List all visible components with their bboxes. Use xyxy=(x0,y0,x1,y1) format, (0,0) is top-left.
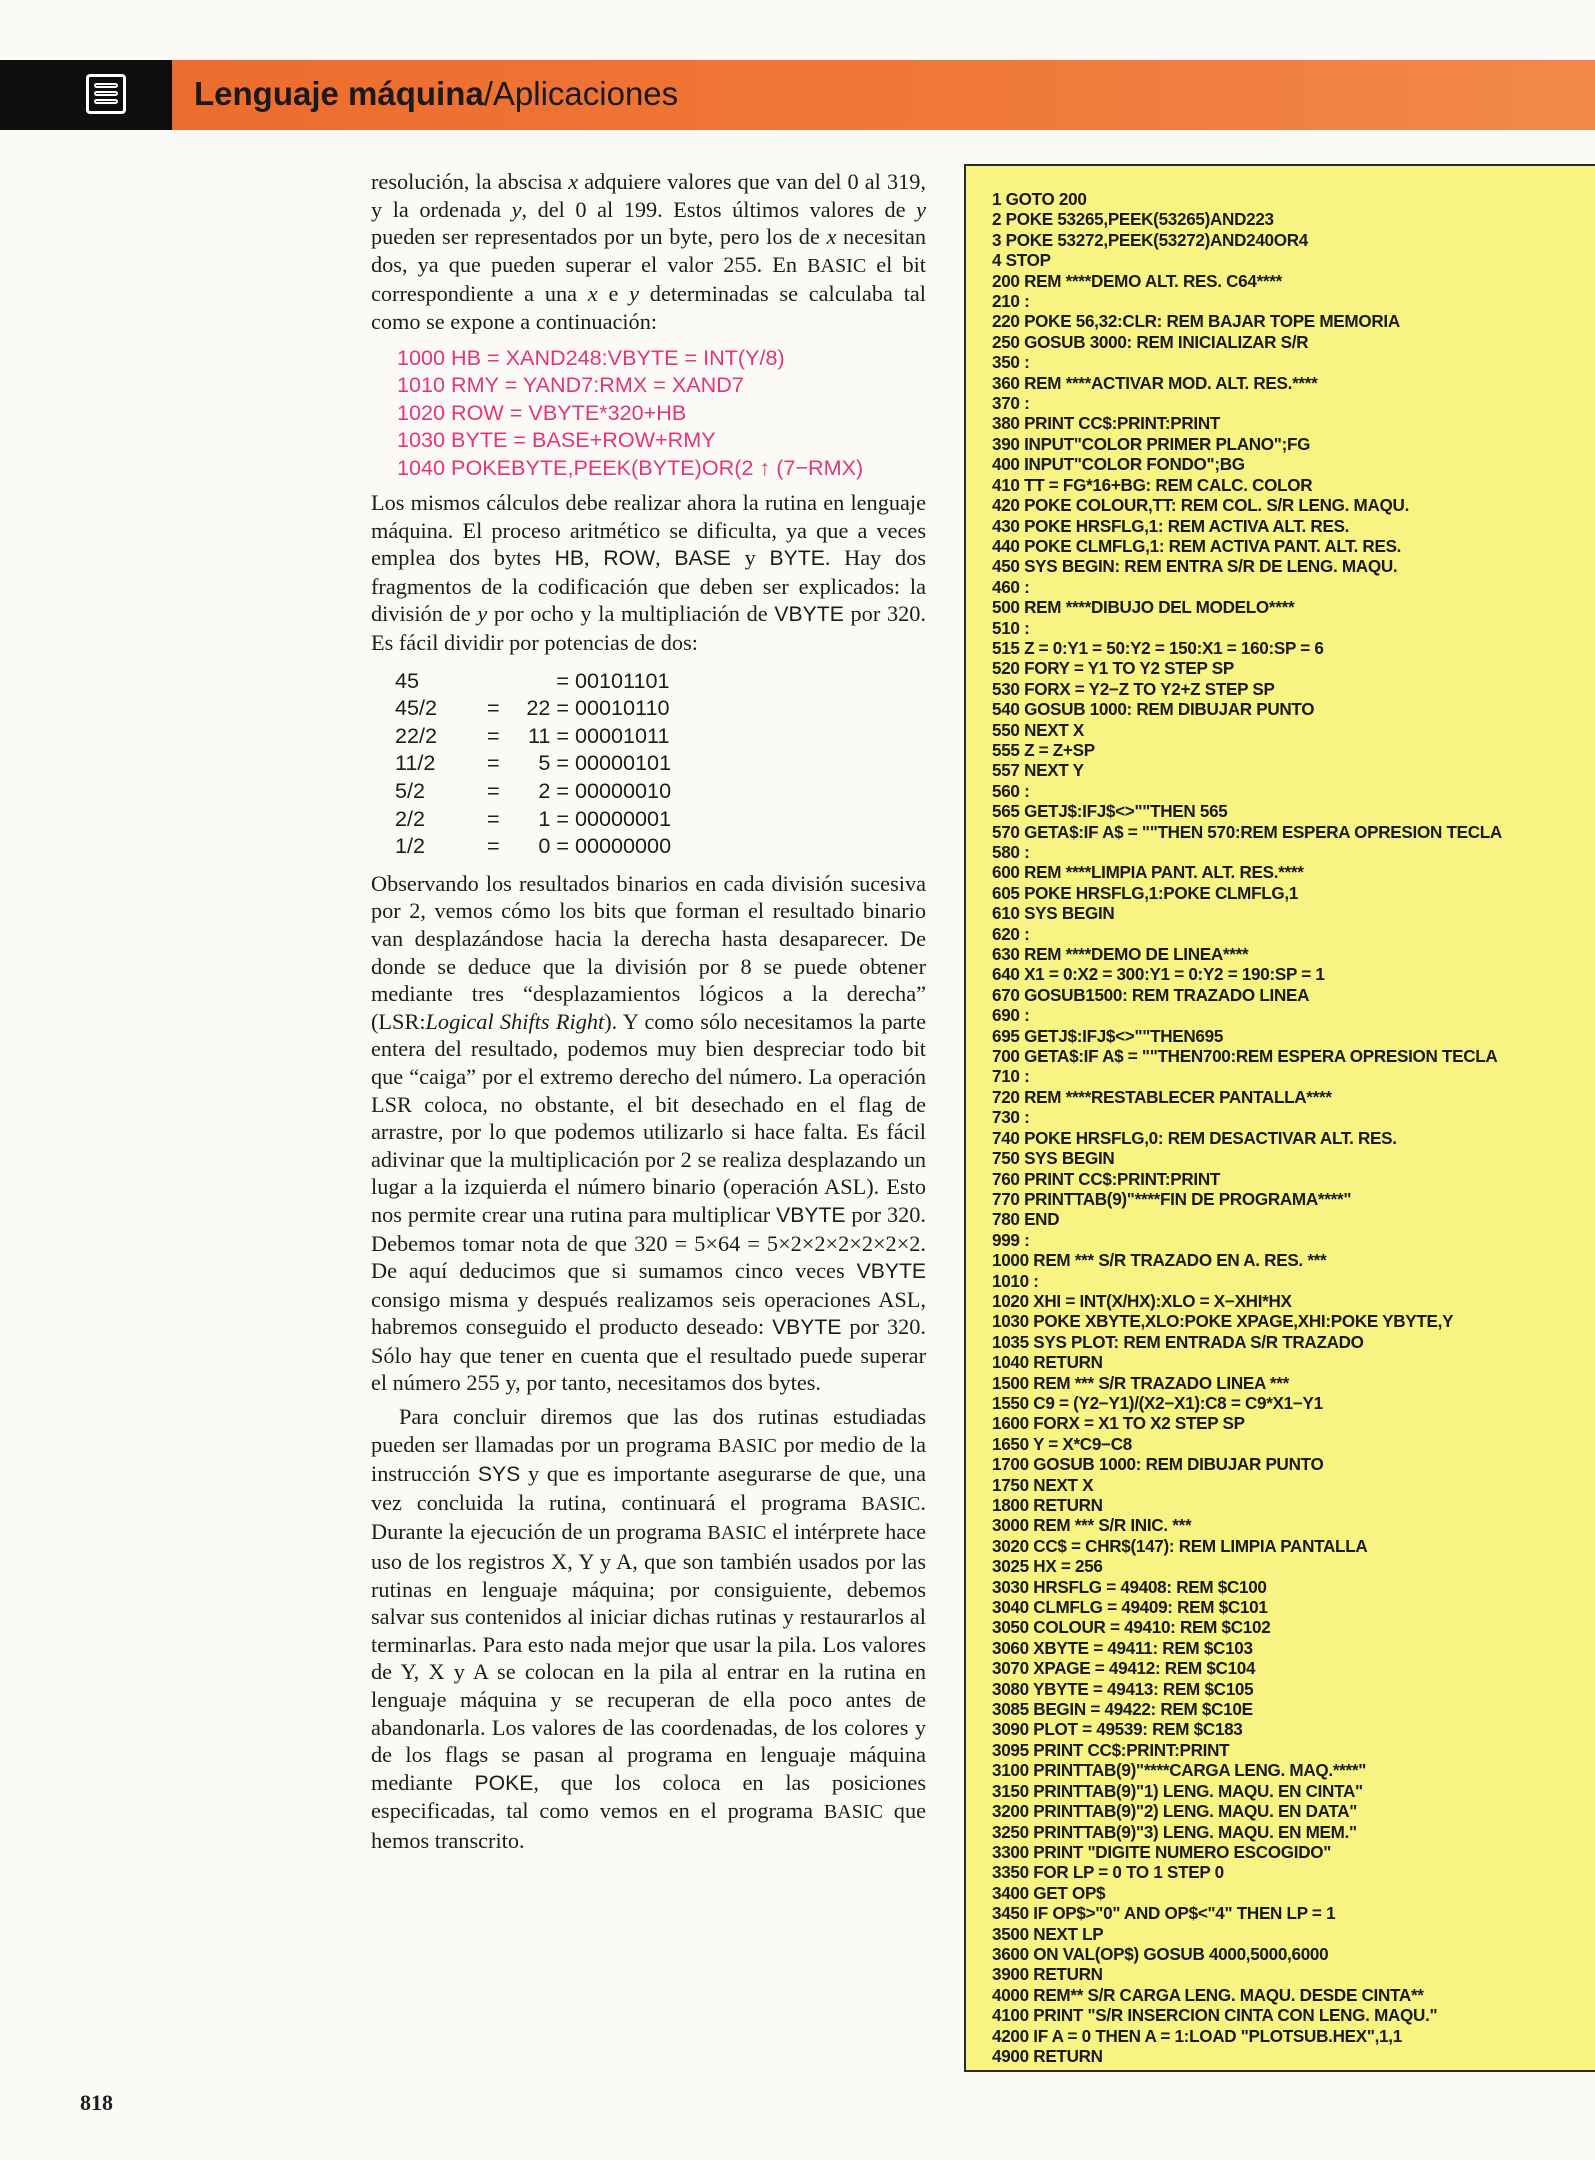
listing-line: 3050 COLOUR = 49410: REM $C102 xyxy=(992,1618,1271,1638)
listing-line: 720 REM ****RESTABLECER PANTALLA**** xyxy=(992,1087,1332,1107)
listing-line: 3400 GET OP$ xyxy=(992,1883,1106,1903)
binary-cell: = xyxy=(487,805,500,831)
binary-row xyxy=(395,805,671,833)
listing-line: 3200 PRINTTAB(9)"2) LENG. MAQU. EN DATA" xyxy=(992,1802,1358,1822)
paragraph-3: Observando los resultados binarios en cada división sucesiva por 2, vemos cómo los bits que forman el resultado binario van desplazándose hacia la derecha hasta desaparecer. De donde se deduce que la división por 8 se puede obtener mediante tres “desplazamientos lógicos a la derecha” (LSR:Logical Shifts Right). Y como sólo necesitamos la parte entera del resultado, podemos muy bien despreciar todo bit que “caiga” por el extremo derecho del número. La operación LSR coloca, no obstante, el bit desechado en el flag de arrastre, por lo que podemos utilizarlo si hace falta. Es fácil adivinar que la multiplicación por 2 se realiza desplazando un lugar a la izquierda el número binario (operación ASL). Esto nos permite crear una rutina para multiplicar VBYTE por 320. Debemos tomar nota de que 320 = 5×64 = 5×2×2×2×2×2×2. De aquí deducimos que si sumamos cinco veces VBYTE consigo misma y después realizamos seis operaciones ASL, habremos conseguido el producto deseado: VBYTE por 320. Sólo hay que tener en cuenta que el resultado puede superar el número 255 y, por tanto, necesitamos dos bytes. xyxy=(371,870,927,1396)
listing-line: 4900 RETURN xyxy=(992,2046,1103,2066)
listing-line: 4100 PRINT "S/R INSERCION CINTA CON LENG. MAQU." xyxy=(992,2006,1438,2026)
listing-line: 580 : xyxy=(992,843,1030,862)
listing-line: 570 GETA$:IF A$ = ""THEN 570:REM ESPERA OPRESION TECLA xyxy=(992,822,1502,842)
binary-cell: 00000101 xyxy=(575,750,672,776)
listing-line: 220 POKE 56,32:CLR: REM BAJAR TOPE MEMORIA xyxy=(992,312,1400,332)
listing-line: 440 POKE CLMFLG,1: REM ACTIVA PANT. ALT. RES. xyxy=(992,536,1402,556)
binary-cell: 22 = xyxy=(526,695,569,721)
binary-cell: 11/2 xyxy=(395,750,436,776)
listing-line: 3600 ON VAL(OP$) GOSUB 4000,5000,6000 xyxy=(992,1944,1329,1964)
binary-cell: 00001011 xyxy=(575,722,670,748)
code-line: 1020 ROW = VBYTE*320+HB xyxy=(397,399,687,425)
binary-row xyxy=(395,777,671,805)
listing-line: 1000 REM *** S/R TRAZADO EN A. RES. *** xyxy=(992,1251,1327,1271)
binary-cell: 11 = xyxy=(527,722,569,748)
listing-line: 3450 IF OP$>"0" AND OP$<"4" THEN LP = 1 xyxy=(992,1904,1336,1924)
binary-cell: 00000000 xyxy=(575,833,672,859)
binary-row xyxy=(395,749,671,777)
listing-line: 1500 REM *** S/R TRAZADO LINEA *** xyxy=(992,1373,1289,1393)
article-text-column xyxy=(371,168,926,1855)
paragraph-4: Para concluir diremos que las dos rutinas estudiadas pueden ser llamadas por un programa BASIC por medio de la instrucción SYS y que es importante asegurarse de que, una vez concluida la rutina, continuará el programa BASIC. Durante la ejecución de un programa BASIC el intérprete hace uso de los registros X, Y y A, que son también usados por las rutinas en lenguaje máquina; por consiguiente, debemos salvar sus contenidos al iniciar dichas rutinas y restaurarlos al terminarlas. Para esto nada mejor que usar la pila. Los valores de Y, X y A se colocan en la pila al entrar en la rutina en lenguaje máquina y se recuperan de ella poco antes de abandonarla. Los valores de las coordenadas, de los colores y de los flags se pasan al programa en lenguaje máquina mediante POKE, que los coloca en las posiciones especificadas, tal como vemos en el programa BASIC que hemos transcrito. xyxy=(371,1404,927,1853)
listing-line: 1 GOTO 200 xyxy=(992,190,1087,209)
listing-line: 557 NEXT Y xyxy=(992,761,1084,781)
listing-line: 3095 PRINT CC$:PRINT:PRINT xyxy=(992,1740,1230,1760)
listing-line: 200 REM ****DEMO ALT. RES. C64**** xyxy=(992,271,1282,291)
page-number: 818 xyxy=(80,2090,113,2115)
binary-cell: 00000001 xyxy=(575,805,672,831)
binary-row xyxy=(395,667,671,695)
listing-line: 760 PRINT CC$:PRINT:PRINT xyxy=(992,1169,1221,1189)
binary-row xyxy=(395,694,671,722)
listing-line: 605 POKE HRSFLG,1:POKE CLMFLG,1 xyxy=(992,883,1299,903)
listing-line: 410 TT = FG*16+BG: REM CALC. COLOR xyxy=(992,475,1313,495)
listing-line: 1010 : xyxy=(992,1271,1039,1291)
binary-cell: = xyxy=(487,695,500,721)
listing-line: 3030 HRSFLG = 49408: REM $C100 xyxy=(992,1577,1267,1597)
listing-line: 2 POKE 53265,PEEK(53265)AND223 xyxy=(992,210,1274,230)
listing-line: 3080 YBYTE = 49413: REM $C105 xyxy=(992,1679,1254,1699)
binary-cell: = xyxy=(487,750,500,776)
listing-line: 3250 PRINTTAB(9)"3) LENG. MAQU. EN MEM." xyxy=(992,1822,1357,1842)
binary-cell: 22/2 xyxy=(395,722,438,748)
listing-line: 3070 XPAGE = 49412: REM $C104 xyxy=(992,1659,1256,1679)
binary-cell: 45/2 xyxy=(395,695,438,721)
listing-line: 1650 Y = X*C9−C8 xyxy=(992,1434,1132,1454)
binary-cell xyxy=(487,667,513,695)
listing-line: 620 : xyxy=(992,924,1030,944)
binary-cell: = xyxy=(556,667,569,693)
listing-line: 515 Z = 0:Y1 = 50:Y2 = 150:X1 = 160:SP = 6 xyxy=(992,638,1324,658)
binary-cell: = xyxy=(487,778,500,803)
listing-line: 1550 C9 = (Y2−Y1)/(X2−X1):C8 = C9*X1−Y1 xyxy=(992,1393,1323,1413)
listing-line: 740 POKE HRSFLG,0: REM DESACTIVAR ALT. RES. xyxy=(992,1128,1397,1148)
listing-line: 4000 REM** S/R CARGA LENG. MAQU. DESDE CINTA** xyxy=(992,1985,1424,2005)
listing-line: 690 : xyxy=(992,1006,1030,1026)
binary-division-table xyxy=(395,667,671,860)
binary-cell: 00010110 xyxy=(575,695,670,721)
listing-line: 695 GETJ$:IFJ$<>""THEN695 xyxy=(992,1026,1224,1046)
listing-line: 3000 REM *** S/R INIC. *** xyxy=(992,1516,1192,1536)
listing-line: 3100 PRINTTAB(9)"****CARGA LENG. MAQ.****" xyxy=(992,1761,1367,1781)
section-title xyxy=(194,72,678,116)
listing-line: 3350 FOR LP = 0 TO 1 STEP 0 xyxy=(992,1863,1224,1883)
listing-line: 4 STOP xyxy=(992,251,1051,271)
binary-row xyxy=(395,722,671,750)
listing-line: 540 GOSUB 1000: REM DIBUJAR PUNTO xyxy=(992,700,1315,720)
listing-line: 630 REM ****DEMO DE LINEA**** xyxy=(992,945,1249,965)
binary-cell: 45 xyxy=(395,667,420,693)
listing-line: 3150 PRINTTAB(9)"1) LENG. MAQU. EN CINTA" xyxy=(992,1781,1363,1801)
listing-line: 450 SYS BEGIN: REM ENTRA S/R DE LENG. MAQU. xyxy=(992,557,1398,577)
paragraph-1: resolución, la abscisa x adquiere valores que van del 0 al 319, y la ordenada y, del 0 al 199. Estos últimos valores de y pueden ser representados por un byte, pero los de x necesitan dos, ya que pueden superar el valor 255. En BASIC el bit correspondiente a una x e y determinadas se calculaba tal como se expone a continuación: xyxy=(371,169,927,334)
paragraph-2: Los mismos cálculos debe realizar ahora la rutina en lenguaje máquina. El proceso aritmético se dificulta, ya que a veces emplea dos bytes HB, ROW, BASE y BYTE. Hay dos fragmentos de la codificación que deben ser explicados: la división de y por ocho y la multipliación de VBYTE por 320. Es fácil dividir por potencias de dos: xyxy=(371,490,927,656)
binary-cell: = xyxy=(487,722,500,748)
listing-line: 780 END xyxy=(992,1210,1060,1230)
listing-line: 3300 PRINT "DIGITE NUMERO ESCOGIDO" xyxy=(992,1842,1332,1862)
listing-line: 3040 CLMFLG = 49409: REM $C101 xyxy=(992,1598,1268,1618)
listing-line: 750 SYS BEGIN xyxy=(992,1149,1115,1169)
listing-line: 550 NEXT X xyxy=(992,720,1085,740)
listing-line: 600 REM ****LIMPIA PANT. ALT. RES.**** xyxy=(992,863,1304,883)
listing-line: 3085 BEGIN = 49422: REM $C10E xyxy=(992,1700,1253,1720)
listing-line: 3025 HX = 256 xyxy=(992,1557,1103,1577)
listing-line: 430 POKE HRSFLG,1: REM ACTIVA ALT. RES. xyxy=(992,516,1350,536)
binary-cell: 1 = xyxy=(538,805,569,831)
binary-row xyxy=(395,832,671,860)
binary-cell: 2 = xyxy=(538,778,569,803)
listing-line: 3060 XBYTE = 49411: REM $C103 xyxy=(992,1638,1253,1658)
listing-line: 380 PRINT CC$:PRINT:PRINT xyxy=(992,414,1221,434)
listing-line: 420 POKE COLOUR,TT: REM COL. S/R LENG. MAQU. xyxy=(992,496,1410,516)
binary-cell: 0 = xyxy=(538,833,569,859)
basic-listing-box xyxy=(964,164,1595,2072)
listing-line: 1035 SYS PLOT: REM ENTRADA S/R TRAZADO xyxy=(992,1332,1364,1352)
binary-cell: 5/2 xyxy=(395,778,426,803)
code-line: 1040 POKEBYTE,PEEK(BYTE)OR(2 ↑ (7−RMX) xyxy=(397,454,864,480)
listing-line: 565 GETJ$:IFJ$<>""THEN 565 xyxy=(992,802,1228,822)
listing-line: 1800 RETURN xyxy=(992,1496,1103,1515)
listing-line: 3500 NEXT LP xyxy=(992,1924,1104,1944)
listing-line: 400 INPUT"COLOR FONDO";BG xyxy=(992,455,1245,475)
listing-line: 3090 PLOT = 49539: REM $C183 xyxy=(992,1720,1243,1740)
binary-cell: 00101101 xyxy=(575,667,670,693)
listing-line: 510 : xyxy=(992,618,1030,638)
listing-line: 999 : xyxy=(992,1230,1030,1250)
binary-cell: = xyxy=(487,833,500,859)
listing-line: 1030 POKE XBYTE,XLO:POKE XPAGE,XHI:POKE YBYTE,Y xyxy=(992,1312,1454,1332)
listing-line: 530 FORX = Y2−Z TO Y2+Z STEP SP xyxy=(992,679,1275,699)
listing-line: 370 : xyxy=(992,394,1030,414)
section-header xyxy=(0,60,1595,130)
code-line: 1000 HB = XAND248:VBYTE = INT(Y/8) xyxy=(397,344,785,370)
computer-section-icon xyxy=(86,74,126,114)
header-icon-box xyxy=(0,60,172,130)
listing-line: 555 Z = Z+SP xyxy=(992,740,1095,760)
listing-line: 730 : xyxy=(992,1108,1030,1128)
binary-cell: 2/2 xyxy=(395,805,426,831)
binary-cell: 1/2 xyxy=(395,833,426,859)
listing-line: 210 : xyxy=(992,292,1030,312)
listing-line: 700 GETA$:IF A$ = ""THEN700:REM ESPERA OPRESION TECLA xyxy=(992,1047,1498,1067)
listing-line: 1750 NEXT X xyxy=(992,1475,1094,1495)
listing-line: 3 POKE 53272,PEEK(53272)AND240OR4 xyxy=(992,230,1309,250)
listing-line: 3020 CC$ = CHR$(147): REM LIMPIA PANTALLA xyxy=(992,1536,1368,1556)
listing-line: 770 PRINTTAB(9)"****FIN DE PROGRAMA****" xyxy=(992,1189,1352,1209)
listing-line: 1040 RETURN xyxy=(992,1353,1103,1373)
listing-line: 670 GOSUB1500: REM TRAZADO LINEA xyxy=(992,985,1310,1005)
title-rest: /Aplicaciones xyxy=(483,75,679,112)
listing-line: 500 REM ****DIBUJO DEL MODELO**** xyxy=(992,598,1295,618)
binary-cell: 00000010 xyxy=(575,778,672,803)
code-line: 1010 RMY = YAND7:RMX = XAND7 xyxy=(397,372,744,398)
listing-line: 610 SYS BEGIN xyxy=(992,904,1115,924)
title-bold: Lenguaje máquina xyxy=(194,75,484,112)
listing-line: 390 INPUT"COLOR PRIMER PLANO";FG xyxy=(992,434,1311,454)
listing-line: 350 : xyxy=(992,353,1030,373)
listing-line: 520 FORY = Y1 TO Y2 STEP SP xyxy=(992,659,1234,679)
listing-line: 4200 IF A = 0 THEN A = 1:LOAD "PLOTSUB.HEX",1,1 xyxy=(992,2026,1402,2046)
listing-line: 360 REM ****ACTIVAR MOD. ALT. RES.**** xyxy=(992,373,1318,393)
basic-listing xyxy=(992,190,1502,2067)
listing-line: 560 : xyxy=(992,781,1030,801)
listing-line: 710 : xyxy=(992,1067,1030,1087)
pink-code-block xyxy=(397,344,926,482)
listing-line: 3900 RETURN xyxy=(992,1965,1103,1985)
binary-cell: 5 = xyxy=(538,750,569,776)
listing-line: 1020 XHI = INT(X/HX):XLO = X−XHI*HX xyxy=(992,1291,1292,1311)
code-line: 1030 BYTE = BASE+ROW+RMY xyxy=(397,427,716,453)
listing-line: 1700 GOSUB 1000: REM DIBUJAR PUNTO xyxy=(992,1455,1324,1475)
listing-line: 640 X1 = 0:X2 = 300:Y1 = 0:Y2 = 190:SP = 1 xyxy=(992,965,1325,985)
listing-line: 1600 FORX = X1 TO X2 STEP SP xyxy=(992,1414,1245,1434)
listing-line: 460 : xyxy=(992,577,1030,597)
listing-line: 250 GOSUB 3000: REM INICIALIZAR S/R xyxy=(992,332,1309,352)
